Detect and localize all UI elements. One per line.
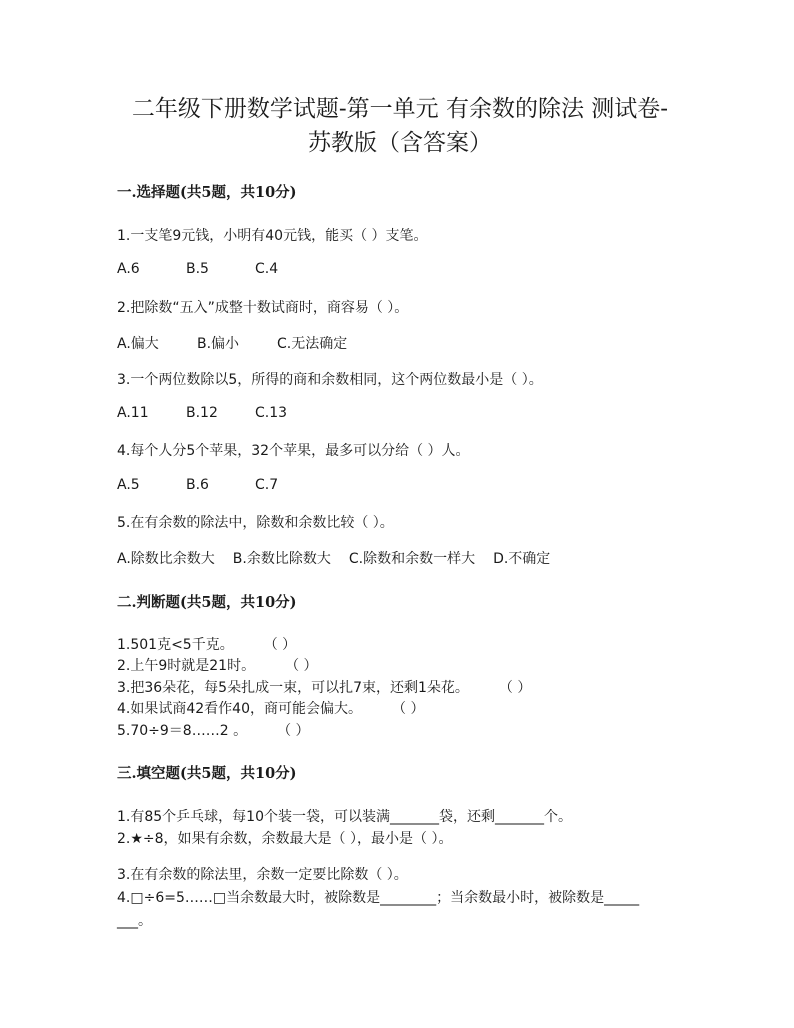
answer-parentheses: （ ） xyxy=(498,680,532,696)
choice-options-4 xyxy=(117,477,278,493)
choice-options-5 xyxy=(117,548,568,568)
option-c: C.4 xyxy=(255,261,279,277)
judge-item-5 xyxy=(117,720,310,740)
answer-parentheses: （ ） xyxy=(263,637,297,653)
option-c: C.无法确定 xyxy=(277,336,348,352)
judge-text: 2.上午9时就是21时。 xyxy=(117,658,256,674)
option-d: D.不确定 xyxy=(493,551,551,567)
fill-question-4-continued: ___。 xyxy=(117,913,152,929)
fill-question-3: 3.在有余数的除法里，余数一定要比除数（ ）。 xyxy=(117,867,408,883)
choice-question-2: 2.把除数“五入”成整十数试商时，商容易（ ）。 xyxy=(117,300,409,316)
choice-options-1 xyxy=(117,261,278,277)
title-line-1: 二年级下册数学试题-第一单元 有余数的除法 测试卷- xyxy=(131,96,669,122)
judge-text: 4.如果试商42看作40，商可能会偏大。 xyxy=(117,701,362,717)
choice-question-1: 1.一支笔9元钱，小明有40元钱，能买（ ）支笔。 xyxy=(117,228,428,244)
choice-options-3 xyxy=(117,405,287,421)
option-b: B.余数比除数大 xyxy=(232,551,331,567)
option-a: A.除数比余数大 xyxy=(117,551,215,567)
section-heading-judge: 二.判断题(共5题，共10分) xyxy=(117,594,297,611)
page-title xyxy=(100,92,700,160)
option-b: B.偏小 xyxy=(197,336,240,352)
answer-parentheses: （ ） xyxy=(277,723,310,739)
answer-parentheses: （ ） xyxy=(392,701,425,717)
judge-text: 1.501克<5千克。 xyxy=(117,637,234,653)
option-b: B.6 xyxy=(186,477,209,493)
choice-question-4: 4.每个人分5个苹果，32个苹果，最多可以分给（ ）人。 xyxy=(117,443,470,459)
option-a: A.5 xyxy=(117,477,140,493)
section-heading-fill: 三.填空题(共5题，共10分) xyxy=(117,765,297,782)
judge-item-3 xyxy=(117,677,531,697)
option-b: B.12 xyxy=(186,405,218,421)
choice-options-2 xyxy=(117,333,347,353)
judge-text: 3.把36朵花，每5朵扎成一束，可以扎7束，还剩1朵花。 xyxy=(117,680,469,696)
judge-item-2 xyxy=(117,655,318,675)
judge-item-4 xyxy=(117,698,424,718)
option-c: C.7 xyxy=(255,477,279,493)
judge-text: 5.70÷9＝8……2 。 xyxy=(117,723,248,739)
option-a: A.6 xyxy=(117,261,140,277)
option-a: A.11 xyxy=(117,405,149,421)
option-b: B.5 xyxy=(186,261,209,277)
fill-question-1: 1.有85个乒乓球，每10个装一袋，可以装满_______袋，还剩_______个。 xyxy=(117,809,572,825)
option-c: C.13 xyxy=(255,405,288,421)
option-a: A.偏大 xyxy=(117,336,159,352)
fill-question-4: 4.□÷6=5……□当余数最大时，被除数是________；当余数最小时，被除数是_____ xyxy=(117,890,640,906)
answer-parentheses: （ ） xyxy=(285,658,318,674)
section-heading-choice: 一.选择题(共5题，共10分) xyxy=(117,184,297,201)
title-line-2: 苏教版（含答案） xyxy=(308,130,492,156)
judge-item-1 xyxy=(117,634,296,654)
option-c: C.除数和余数一样大 xyxy=(348,551,476,567)
choice-question-5: 5.在有余数的除法中，除数和余数比较（ ）。 xyxy=(117,515,394,531)
fill-question-2: 2.★÷8，如果有余数，余数最大是（ ），最小是（ ）。 xyxy=(117,831,453,847)
choice-question-3: 3.一个两位数除以5，所得的商和余数相同，这个两位数最小是（ ）。 xyxy=(117,372,543,388)
